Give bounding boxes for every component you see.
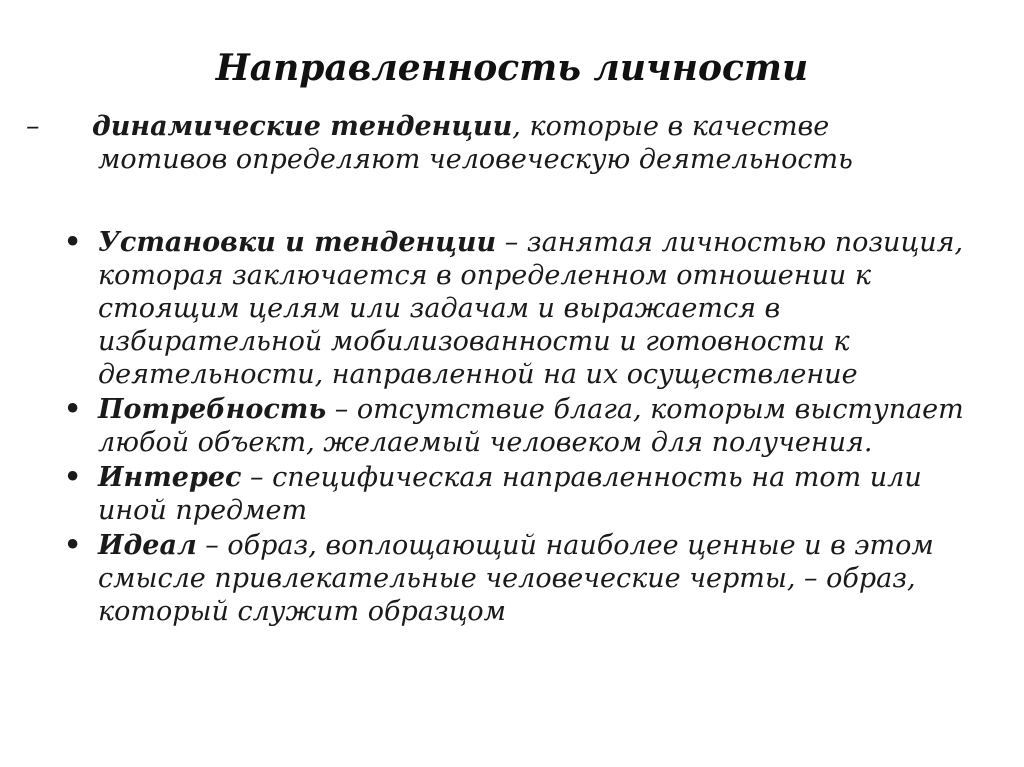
bullet-icon: •	[64, 394, 82, 425]
definition-text: , которые в качестве мотивов определяют человеческую деятельность	[98, 111, 853, 175]
item-text: – образ, воплощающий наиболее ценные и в этом смысле привлекательные человеческие черты, – образ, который служит образцом	[98, 530, 934, 627]
list-item-need	[62, 393, 972, 459]
list-item-ideal	[62, 529, 972, 628]
item-text: – занятая личностью позиция, которая заключается в определенном отношении к стоящим целям или задачам и выражается в избирательной мобилизованности и готовности к деятельности, направленной на их осуществление	[98, 227, 964, 390]
item-term: Идеал	[98, 530, 197, 561]
definition-dash: –	[26, 111, 40, 142]
item-term: Установки и тенденции	[98, 227, 497, 258]
list-item-interest	[62, 461, 972, 527]
definition-term: динамические тенденции	[92, 111, 513, 142]
item-text: – специфическая направленность на тот или иной предмет	[98, 462, 922, 526]
item-term: Интерес	[98, 462, 242, 493]
list-item-attitudes	[62, 226, 972, 391]
item-term: Потребность	[98, 394, 327, 425]
bullet-icon: •	[64, 462, 82, 493]
definition-paragraph	[26, 110, 962, 176]
slide-title: Направленность личности	[215, 47, 809, 89]
item-text: – отсутствие блага, которым выступает любой объект, желаемый человеком для получения.	[98, 394, 964, 458]
bullet-icon: •	[64, 227, 82, 258]
bullet-icon: •	[64, 530, 82, 561]
bullet-list	[62, 226, 972, 630]
definition-body	[26, 110, 962, 176]
